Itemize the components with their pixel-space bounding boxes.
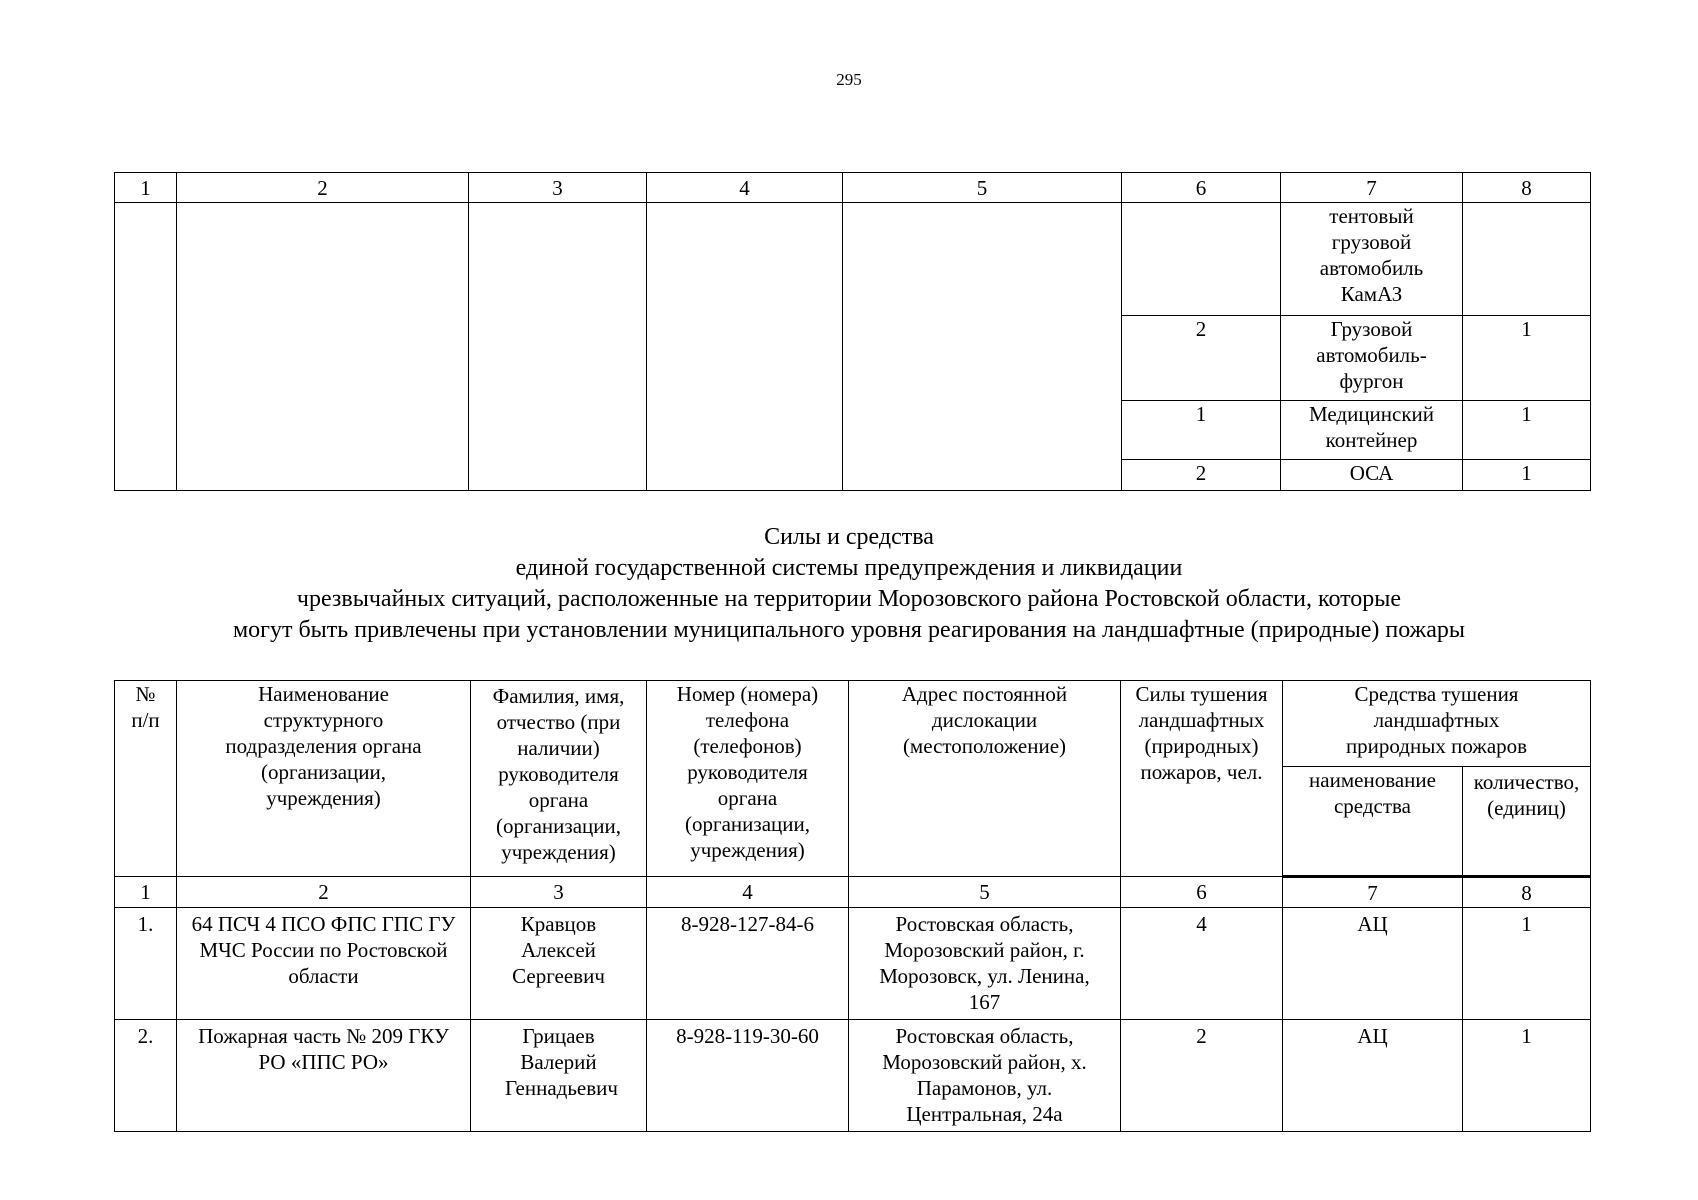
col-number: 5 [843, 173, 1122, 203]
cell-means-qty: 1 [1463, 1020, 1591, 1132]
heading-line: Силы и средства [764, 524, 934, 550]
cell-address: Ростовская область, Морозовский район, г. Морозовск, ул. Ленина, 167 [849, 908, 1121, 1020]
header-head-name: Фамилия, имя, отчество (при наличии) руководителя органа (организации, учреждения) [471, 681, 647, 877]
col-number: 1 [115, 173, 177, 203]
cell-quantity: 1 [1463, 401, 1591, 460]
cell-head-name: Кравцов Алексей Сергеевич [471, 908, 647, 1020]
col-number: 5 [849, 877, 1121, 908]
cell-count: 2 [1122, 316, 1281, 401]
header-address: Адрес постоянной дислокации (местоположение) [849, 681, 1121, 877]
col-number: 4 [647, 173, 843, 203]
cell-count [1122, 203, 1281, 316]
empty-cell [647, 203, 843, 491]
table-row [115, 203, 1591, 316]
empty-cell [177, 203, 469, 491]
cell-forces: 2 [1121, 1020, 1283, 1132]
col-number: 2 [177, 877, 471, 908]
heading-line: чрезвычайных ситуаций, расположенные на территории Морозовского района Ростовской области, которые [296, 586, 1402, 612]
cell-means-qty: 1 [1463, 908, 1591, 1020]
cell-unit: Пожарная часть № 209 ГКУ РО «ППС РО» [177, 1020, 471, 1132]
section-heading [0, 522, 1698, 646]
cell-count: 2 [1122, 460, 1281, 491]
col-number: 3 [471, 877, 647, 908]
empty-cell [115, 203, 177, 491]
cell-means-name: АЦ [1283, 908, 1463, 1020]
cell-num: 1. [115, 908, 177, 1020]
col-number: 7 [1283, 877, 1463, 908]
cell-equipment: Грузовой автомобиль-фургон [1281, 316, 1463, 401]
empty-cell [469, 203, 647, 491]
cell-quantity: 1 [1463, 316, 1591, 401]
col-number: 7 [1281, 173, 1463, 203]
cell-quantity: 1 [1463, 460, 1591, 491]
table-row [115, 908, 1591, 1020]
header-num: № п/п [115, 681, 177, 877]
col-number: 8 [1463, 173, 1591, 203]
cell-num: 2. [115, 1020, 177, 1132]
header-forces: Силы тушения ландшафтных (природных) пожаров, чел. [1121, 681, 1283, 877]
forces-table [114, 680, 1591, 1132]
cell-phone: 8-928-127-84-6 [647, 908, 849, 1020]
col-number: 8 [1463, 877, 1591, 908]
header-phone: Номер (номера) телефона (телефонов) руководителя органа (организации, учреждения) [647, 681, 849, 877]
page-number: 295 [836, 70, 862, 89]
cell-means-name: АЦ [1283, 1020, 1463, 1132]
cell-equipment: ОСА [1281, 460, 1463, 491]
cell-forces: 4 [1121, 908, 1283, 1020]
col-number: 6 [1121, 877, 1283, 908]
col-number: 2 [177, 173, 469, 203]
header-means-qty: количество, (единиц) [1463, 767, 1591, 877]
heading-line: единой государственной системы предупреждения и ликвидации [515, 555, 1183, 581]
table-row [115, 1020, 1591, 1132]
heading-line: могут быть привлечены при установлении муниципального уровня реагирования на ландшафтные (природные) пожары [232, 617, 1466, 643]
cell-equipment: Медицинский контейнер [1281, 401, 1463, 460]
col-number: 6 [1122, 173, 1281, 203]
col-number: 4 [647, 877, 849, 908]
cell-head-name: Грицаев Валерий Геннадьевич [471, 1020, 647, 1132]
cell-quantity [1463, 203, 1591, 316]
col-number: 3 [469, 173, 647, 203]
cell-phone: 8-928-119-30-60 [647, 1020, 849, 1132]
header-unit: Наименование структурного подразделения органа (организации, учреждения) [177, 681, 471, 877]
continuation-table [114, 172, 1591, 491]
header-means-group: Средства тушения ландшафтных природных пожаров [1283, 681, 1591, 767]
cell-unit: 64 ПСЧ 4 ПСО ФПС ГПС ГУ МЧС России по Ростовской области [177, 908, 471, 1020]
column-number-row [115, 877, 1591, 908]
empty-cell [843, 203, 1122, 491]
cell-count: 1 [1122, 401, 1281, 460]
cell-equipment: тентовый грузовой автомобиль КамАЗ [1281, 203, 1463, 316]
header-row [115, 681, 1591, 767]
col-number: 1 [115, 877, 177, 908]
header-means-name: наименование средства [1283, 767, 1463, 877]
cell-address: Ростовская область, Морозовский район, х. Парамонов, ул. Центральная, 24а [849, 1020, 1121, 1132]
column-number-row [115, 173, 1591, 203]
